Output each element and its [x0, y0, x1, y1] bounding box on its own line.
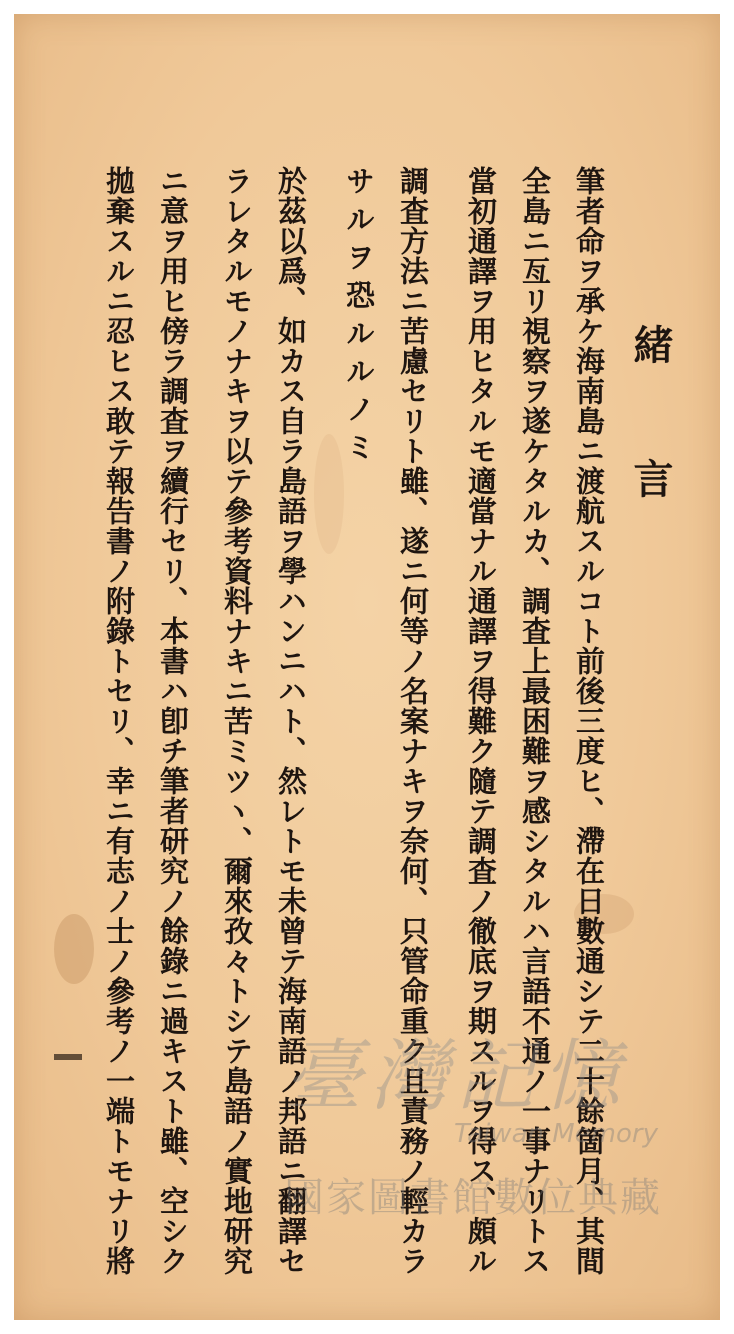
- paper-stain: [54, 914, 94, 984]
- watermark-subtitle: Taiwan Memory: [454, 1119, 658, 1149]
- watermark-institution: 國家圖書館數位典藏: [284, 1175, 662, 1221]
- text-line: 拋棄スルニ忍ヒス敢テ報告書ノ附錄トセリ、幸ニ有志ノ士ノ參考ノ一端トモナリ將: [102, 166, 136, 1276]
- watermark-title: 臺灣記憶: [284, 1032, 629, 1122]
- text-line: 當初通譯ヲ用ヒタルモ適當ナル通譯ヲ得難ク隨テ調査ノ徹底ヲ期スルヲ得ス、頗ル: [464, 166, 498, 1276]
- watermark: [284, 1014, 724, 1244]
- text-line: 於茲以爲、如カス自ラ島語ヲ學ハンニハト、然レトモ未曾テ海南語ノ邦語ニ翻譯セ: [274, 166, 308, 1276]
- text-line: ニ意ヲ用ヒ傍ラ調査ヲ續行セリ、本書ハ卽チ筆者研究ノ餘錄ニ過キスト雖、空シク: [156, 166, 190, 1276]
- paper-stain: [314, 434, 344, 554]
- document-page: [14, 14, 720, 1320]
- heading: 緒言: [627, 324, 674, 592]
- text-line: ラレタルモノナキヲ以テ參考資料ナキニ苦ミツヽ、爾來孜々トシテ島語ノ實地研究: [220, 166, 254, 1276]
- text-line: 調査方法ニ苦慮セリト雖、遂ニ何等ノ名案ナキヲ奈何、只管命重ク且責務ノ輕カラ: [396, 166, 430, 1276]
- text-line: 全島ニ亙リ視察ヲ遂ケタルカ、調査上最困難ヲ感シタルハ言語不通ノ一事ナリトス: [518, 166, 552, 1276]
- page-number: [54, 1054, 82, 1060]
- text-line: サルヲ恐ルルノミ: [342, 166, 376, 470]
- text-line: 筆者命ヲ承ケ海南島ニ渡航スルコト前後三度ヒ、滯在日數通シテ二十餘箇月、其間: [572, 166, 606, 1276]
